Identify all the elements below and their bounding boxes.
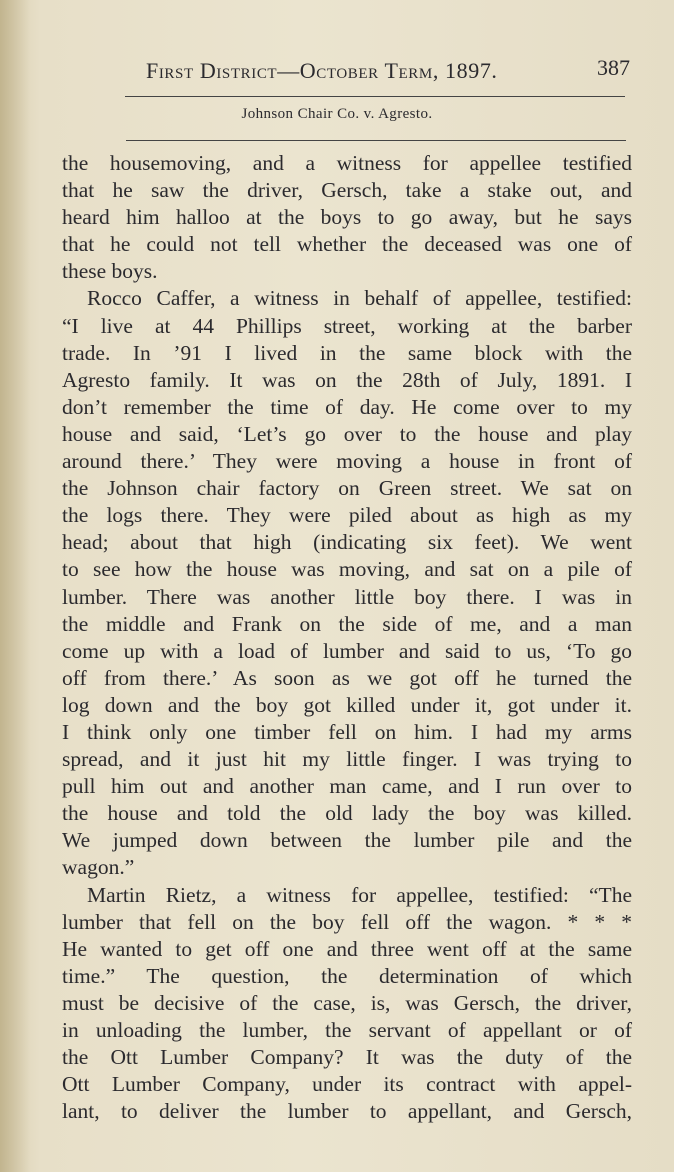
text-line: the housemoving, and a witness for appellee testified: [62, 151, 632, 175]
top-rule: [125, 96, 625, 97]
text-line: wagon.”: [62, 855, 135, 880]
bottom-rule: [126, 140, 626, 141]
text-line: He wanted to get off one and three went off at the same: [62, 936, 632, 961]
text-line: the logs there. They were piled about as high as my: [62, 503, 632, 528]
text-line: trade. In ’91 I lived in the same block with the: [62, 340, 632, 365]
text-line: Martin Rietz, a witness for appellee, testified: “The: [87, 882, 632, 907]
text-line: the Ott Lumber Company? It was the duty of the: [62, 1045, 632, 1070]
text-line: Ott Lumber Company, under its contract with appel-: [62, 1072, 632, 1097]
text-line: that he could not tell whether the deceased was one of: [62, 232, 632, 257]
text-line: these boys.: [62, 259, 158, 284]
text-line: head; about that high (indicating six feet). We went: [62, 530, 632, 555]
page-number: 387: [597, 55, 630, 80]
text-line: the Johnson chair factory on Green street. We sat on: [62, 476, 632, 501]
text-line: around there.’ They were moving a house in front of: [62, 449, 632, 474]
page-spine-shadow: [0, 0, 30, 1172]
running-head: [130, 52, 635, 86]
text-line: the house and told the old lady the boy was killed.: [62, 801, 632, 826]
text-line: come up with a load of lumber and said to us, ‘To go: [62, 638, 632, 663]
text-line: that he saw the driver, Gersch, take a stake out, and: [62, 178, 632, 203]
text-line: spread, and it just hit my little finger. I was trying to: [62, 747, 632, 772]
text-line: pull him out and another man came, and I run over to: [62, 774, 632, 799]
text-line: must be decisive of the case, is, was Gersch, the driver,: [62, 990, 632, 1015]
text-line: I think only one timber fell on him. I had my arms: [62, 719, 632, 744]
case-caption: Johnson Chair Co. v. Agresto.: [241, 106, 433, 122]
text-line: house and said, ‘Let’s go over to the house and play: [62, 421, 632, 446]
text-line: time.” The question, the determination of which: [62, 963, 632, 988]
text-line: Rocco Caffer, a witness in behalf of appellee, testified:: [87, 286, 632, 311]
text-line: to see how the house was moving, and sat on a pile of: [62, 557, 632, 582]
opinion-text: [62, 150, 632, 1125]
running-title: First District—October Term, 1897.: [146, 58, 498, 83]
text-line: lant, to deliver the lumber to appellant, and Gersch,: [62, 1099, 632, 1124]
text-line: lumber. There was another little boy there. I was in: [62, 584, 632, 609]
text-line: in unloading the lumber, the servant of appellant or of: [62, 1018, 632, 1042]
text-line: log down and the boy got killed under it, got under it.: [62, 692, 632, 717]
text-line: We jumped down between the lumber pile and the: [62, 828, 632, 853]
text-line: off from there.’ As soon as we got off he turned the: [62, 665, 632, 690]
text-line: heard him halloo at the boys to go away, but he says: [62, 205, 632, 230]
text-line: lumber that fell on the boy fell off the wagon. * * *: [62, 909, 632, 934]
text-line: “I live at 44 Phillips street, working at the barber: [62, 313, 632, 338]
text-line: don’t remember the time of day. He come over to my: [62, 394, 632, 419]
text-line: the middle and Frank on the side of me, and a man: [62, 611, 632, 636]
text-line: Agresto family. It was on the 28th of July, 1891. I: [62, 367, 632, 392]
